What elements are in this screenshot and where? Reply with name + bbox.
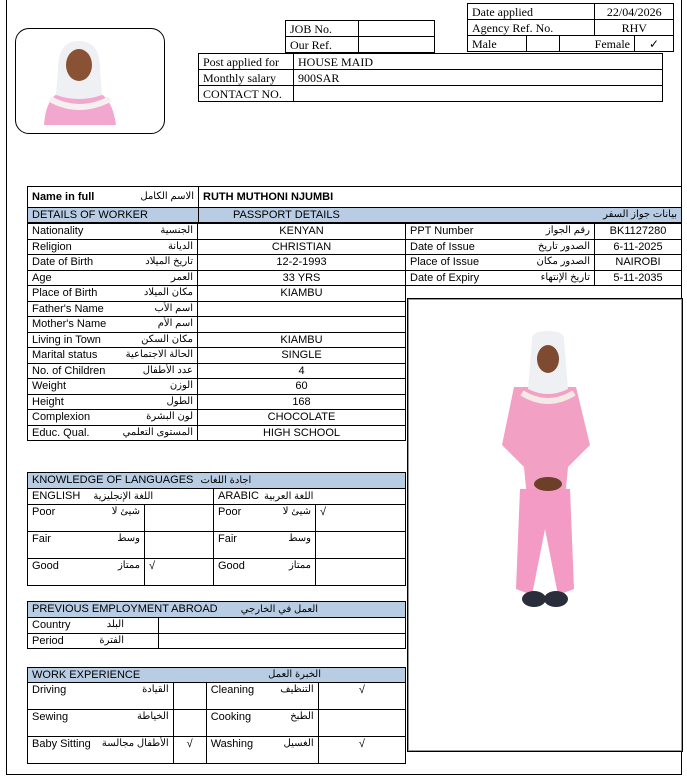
worker-religion-label-ar: الديانة bbox=[167, 240, 193, 252]
worker-complexion-value: CHOCOLATE bbox=[198, 410, 406, 426]
table-row bbox=[28, 363, 406, 379]
worker-weight-label-ar: الوزن bbox=[169, 380, 193, 392]
worker-religion-label-text: Religion bbox=[32, 240, 72, 253]
experience-sewing-checkbox[interactable] bbox=[173, 710, 206, 737]
worker-date-of-birth-value: 12-2-1993 bbox=[198, 255, 406, 271]
worker-date-of-birth-label bbox=[28, 255, 198, 271]
english-good-label-ar: ممتاز bbox=[91, 559, 145, 586]
worker-religion-value: CHRISTIAN bbox=[198, 239, 406, 255]
full-body-photo bbox=[408, 299, 682, 751]
worker-father-s-name-label-ar: اسم الأب bbox=[154, 302, 193, 314]
worker-nationality-value: KENYAN bbox=[198, 224, 406, 240]
table-row bbox=[406, 270, 682, 286]
worker-no-of-children-label-ar: عدد الأطفال bbox=[142, 364, 193, 376]
passport-ppt-number-value: BK1127280 bbox=[595, 224, 682, 240]
worker-weight-label bbox=[28, 379, 198, 395]
our-ref-label: Our Ref. bbox=[286, 37, 359, 53]
arabic-label-ar: اللغة العربية bbox=[264, 491, 314, 502]
table-row bbox=[28, 410, 406, 426]
employment-period-text: Period bbox=[32, 634, 64, 647]
worker-height-label-text: Height bbox=[32, 395, 64, 408]
post-label: Post applied for bbox=[199, 54, 294, 70]
work-experience-header bbox=[28, 668, 406, 683]
worker-religion-label bbox=[28, 239, 198, 255]
salary-label: Monthly salary bbox=[199, 70, 294, 86]
employment-country-text: Country bbox=[32, 619, 71, 632]
worker-place-of-birth-label bbox=[28, 286, 198, 302]
worker-no-of-children-value: 4 bbox=[198, 363, 406, 379]
experience-cleaning-label-ar: التنظيف bbox=[260, 683, 319, 710]
worker-height-label-ar: الطول bbox=[166, 395, 193, 407]
table-row bbox=[28, 618, 406, 634]
arabic-good-label-ar: ممتاز bbox=[257, 559, 316, 586]
page-border-bottom bbox=[6, 774, 682, 775]
job-ref-table bbox=[285, 20, 435, 53]
post-info-table bbox=[198, 53, 663, 102]
worker-living-in-town-label-ar: مكان السكن bbox=[141, 333, 193, 345]
date-applied-label: Date applied bbox=[468, 4, 595, 20]
experience-washing-checkbox[interactable]: √ bbox=[318, 737, 405, 764]
worker-complexion-label-ar: لون البشرة bbox=[146, 411, 193, 423]
worker-educ-qual-label-ar: المستوى التعلمي bbox=[122, 426, 193, 438]
page-border-left bbox=[6, 0, 7, 775]
name-label-cell bbox=[28, 187, 199, 208]
english-fair-checkbox[interactable] bbox=[145, 532, 214, 559]
worker-weight-label-text: Weight bbox=[32, 380, 67, 393]
contact-value[interactable] bbox=[294, 86, 663, 102]
table-row bbox=[28, 239, 406, 255]
table-row bbox=[28, 532, 406, 559]
english-fair-label: Fair bbox=[28, 532, 92, 559]
languages-title: KNOWLEDGE OF LANGUAGES bbox=[32, 474, 194, 486]
worker-living-in-town-value: KIAMBU bbox=[198, 332, 406, 348]
experience-baby-sitting-checkbox[interactable]: √ bbox=[173, 737, 206, 764]
passport-place-of-issue-value: NAIROBI bbox=[595, 255, 682, 271]
table-row bbox=[28, 425, 406, 441]
post-value: HOUSE MAID bbox=[294, 54, 663, 70]
table-row bbox=[28, 224, 406, 240]
worker-educ-qual-value: HIGH SCHOOL bbox=[198, 425, 406, 441]
english-poor-label-ar: شيئ لا bbox=[91, 505, 145, 532]
table-row bbox=[406, 255, 682, 271]
worker-nationality-label-text: Nationality bbox=[32, 225, 84, 238]
full-name-value: RUTH MUTHONI NJUMBI bbox=[199, 187, 682, 208]
english-header bbox=[28, 489, 214, 505]
arabic-good-label: Good bbox=[214, 559, 258, 586]
experience-cleaning-label: Cleaning bbox=[206, 683, 260, 710]
experience-washing-label: Washing bbox=[206, 737, 260, 764]
our-ref-field[interactable] bbox=[359, 37, 435, 53]
worker-marital-status-label-ar: الحالة الاجتماعية bbox=[125, 349, 193, 361]
employment-title: PREVIOUS EMPLOYMENT ABROAD bbox=[32, 603, 218, 615]
portrait-photo bbox=[16, 29, 164, 133]
table-row bbox=[28, 286, 406, 302]
worker-nationality-label bbox=[28, 224, 198, 240]
passport-date-of-expiry-value: 5-11-2035 bbox=[595, 270, 682, 286]
passport-title-ar: بيانات جواز السفر bbox=[603, 209, 677, 220]
passport-date-of-expiry-label-ar: تاريخ الإنتهاء bbox=[540, 271, 590, 283]
languages-header bbox=[28, 473, 406, 489]
worker-place-of-birth-value: KIAMBU bbox=[198, 286, 406, 302]
worker-marital-status-value: SINGLE bbox=[198, 348, 406, 364]
english-label-ar: اللغة الإنجليزية bbox=[93, 491, 154, 502]
passport-place-of-issue-label-ar: الصدور مكان bbox=[536, 256, 590, 268]
english-poor-checkbox[interactable] bbox=[145, 505, 214, 532]
male-checkbox[interactable] bbox=[527, 36, 560, 52]
worker-age-label-ar: العمر bbox=[171, 271, 193, 283]
experience-baby-sitting-label-ar: الأطفال مجالسة bbox=[95, 737, 174, 764]
female-label: Female bbox=[560, 36, 635, 52]
passport-rows-table bbox=[405, 223, 682, 286]
experience-baby-sitting-label: Baby Sitting bbox=[28, 737, 95, 764]
worker-mother-s-name-value bbox=[198, 317, 406, 333]
passport-date-of-issue-value: 6-11-2025 bbox=[595, 239, 682, 255]
employment-country-ar: البلد bbox=[106, 619, 124, 631]
agency-ref-label: Agency Ref. No. bbox=[468, 20, 595, 36]
passport-place-of-issue-label bbox=[406, 255, 595, 271]
male-label: Male bbox=[468, 36, 527, 52]
experience-title: WORK EXPERIENCE bbox=[32, 669, 141, 681]
name-label-ar: الاسم الكامل bbox=[140, 191, 194, 202]
worker-living-in-town-label-text: Living in Town bbox=[32, 333, 101, 346]
employment-country-value[interactable] bbox=[159, 618, 406, 634]
worker-nationality-label-ar: الجنسية bbox=[160, 225, 193, 237]
experience-sewing-label-ar: الخياطة bbox=[95, 710, 174, 737]
passport-date-of-issue-label-text: Date of Issue bbox=[410, 240, 475, 253]
worker-complexion-label bbox=[28, 410, 198, 426]
worker-place-of-birth-label-ar: مكان الميلاد bbox=[143, 287, 193, 299]
languages-table bbox=[27, 472, 406, 586]
worker-mother-s-name-label-text: Mother's Name bbox=[32, 318, 107, 331]
full-body-photo-frame bbox=[407, 298, 683, 752]
table-row bbox=[28, 559, 406, 586]
arabic-fair-label-ar: وسط bbox=[257, 532, 316, 559]
worker-date-of-birth-label-ar: تاريخ الميلاد bbox=[145, 256, 193, 268]
table-row bbox=[28, 737, 406, 764]
passport-place-of-issue-label-text: Place of Issue bbox=[410, 256, 480, 269]
table-row bbox=[28, 394, 406, 410]
table-row bbox=[406, 224, 682, 240]
worker-age-label bbox=[28, 270, 198, 286]
experience-cooking-label: Cooking bbox=[206, 710, 260, 737]
experience-cooking-checkbox[interactable] bbox=[318, 710, 405, 737]
english-good-checkbox[interactable]: √ bbox=[145, 559, 214, 586]
arabic-poor-label-ar: شيئ لا bbox=[257, 505, 316, 532]
experience-driving-label: Driving bbox=[28, 683, 95, 710]
worker-marital-status-label bbox=[28, 348, 198, 364]
passport-title: PASSPORT DETAILS bbox=[233, 209, 340, 221]
languages-title-ar: اجادة اللغات bbox=[200, 475, 252, 486]
salary-value: 900SAR bbox=[294, 70, 663, 86]
table-row bbox=[28, 683, 406, 710]
passport-date-of-issue-label bbox=[406, 239, 595, 255]
passport-date-of-issue-label-ar: الصدور تاريخ bbox=[537, 240, 590, 252]
employment-period-ar: الفترة bbox=[99, 634, 124, 646]
english-poor-label: Poor bbox=[28, 505, 92, 532]
table-row bbox=[28, 270, 406, 286]
worker-weight-value: 60 bbox=[198, 379, 406, 395]
worker-date-of-birth-label-text: Date of Birth bbox=[32, 256, 94, 269]
worker-place-of-birth-label-text: Place of Birth bbox=[32, 287, 98, 300]
worker-mother-s-name-label-ar: اسم الأم bbox=[157, 318, 193, 330]
work-experience-table bbox=[27, 667, 406, 764]
arabic-label: ARABIC bbox=[218, 490, 259, 502]
experience-sewing-label: Sewing bbox=[28, 710, 95, 737]
table-row bbox=[28, 710, 406, 737]
worker-height-value: 168 bbox=[198, 394, 406, 410]
worker-complexion-label-text: Complexion bbox=[32, 411, 91, 424]
experience-driving-checkbox[interactable] bbox=[173, 683, 206, 710]
portrait-photo-frame bbox=[15, 28, 165, 134]
previous-employment-header bbox=[28, 602, 406, 618]
previous-employment-table bbox=[27, 601, 406, 649]
table-row bbox=[28, 301, 406, 317]
experience-title-ar: الخبرة العمل bbox=[268, 669, 321, 680]
worker-father-s-name-value bbox=[198, 301, 406, 317]
details-of-worker-header: DETAILS OF WORKER bbox=[28, 208, 199, 223]
worker-height-label bbox=[28, 394, 198, 410]
employment-period-label bbox=[28, 633, 159, 649]
worker-no-of-children-label-text: No. of Children bbox=[32, 364, 106, 377]
english-fair-label-ar: وسط bbox=[91, 532, 145, 559]
contact-label: CONTACT NO. bbox=[199, 86, 294, 102]
table-row bbox=[28, 379, 406, 395]
worker-father-s-name-label bbox=[28, 301, 198, 317]
table-row bbox=[28, 348, 406, 364]
worker-mother-s-name-label bbox=[28, 317, 198, 333]
english-good-label: Good bbox=[28, 559, 92, 586]
job-no-label: JOB No. bbox=[286, 21, 359, 37]
worker-father-s-name-label-text: Father's Name bbox=[32, 302, 104, 315]
agency-ref-value: RHV bbox=[595, 20, 674, 36]
worker-age-value: 33 YRS bbox=[198, 270, 406, 286]
experience-cooking-label-ar: الطبخ bbox=[260, 710, 319, 737]
arabic-fair-checkbox[interactable] bbox=[316, 532, 406, 559]
passport-ppt-number-label bbox=[406, 224, 595, 240]
date-applied-value: 22/04/2026 bbox=[595, 4, 674, 20]
table-row bbox=[28, 317, 406, 333]
experience-cleaning-checkbox[interactable]: √ bbox=[318, 683, 405, 710]
table-row bbox=[28, 255, 406, 271]
worker-living-in-town-label bbox=[28, 332, 198, 348]
arabic-poor-checkbox[interactable]: √ bbox=[316, 505, 406, 532]
employment-period-value[interactable] bbox=[159, 633, 406, 649]
worker-details-table bbox=[27, 186, 682, 223]
worker-educ-qual-label-text: Educ. Qual. bbox=[32, 426, 90, 439]
arabic-header bbox=[214, 489, 406, 505]
worker-age-label-text: Age bbox=[32, 271, 52, 284]
female-checkbox[interactable]: ✓ bbox=[635, 36, 674, 52]
worker-marital-status-label-text: Marital status bbox=[32, 349, 98, 362]
name-label: Name in full bbox=[32, 191, 95, 203]
table-row bbox=[28, 633, 406, 649]
passport-details-header bbox=[199, 208, 682, 223]
passport-ppt-number-label-ar: رقم الجواز bbox=[545, 225, 590, 237]
passport-date-of-expiry-label-text: Date of Expiry bbox=[410, 271, 480, 284]
arabic-good-checkbox[interactable] bbox=[316, 559, 406, 586]
experience-driving-label-ar: القيادة bbox=[95, 683, 174, 710]
worker-educ-qual-label bbox=[28, 425, 198, 441]
employment-country-label bbox=[28, 618, 159, 634]
application-info-table bbox=[467, 3, 674, 52]
passport-date-of-expiry-label bbox=[406, 270, 595, 286]
table-row bbox=[28, 505, 406, 532]
passport-ppt-number-label-text: PPT Number bbox=[410, 225, 474, 238]
arabic-fair-label: Fair bbox=[214, 532, 258, 559]
worker-rows-table bbox=[27, 223, 406, 441]
table-row bbox=[406, 239, 682, 255]
job-no-field[interactable] bbox=[359, 21, 435, 37]
arabic-poor-label: Poor bbox=[214, 505, 258, 532]
employment-title-ar: العمل في الخارجي bbox=[240, 604, 319, 615]
worker-no-of-children-label bbox=[28, 363, 198, 379]
english-label: ENGLISH bbox=[32, 490, 81, 502]
experience-washing-label-ar: الغسيل bbox=[260, 737, 319, 764]
table-row bbox=[28, 332, 406, 348]
